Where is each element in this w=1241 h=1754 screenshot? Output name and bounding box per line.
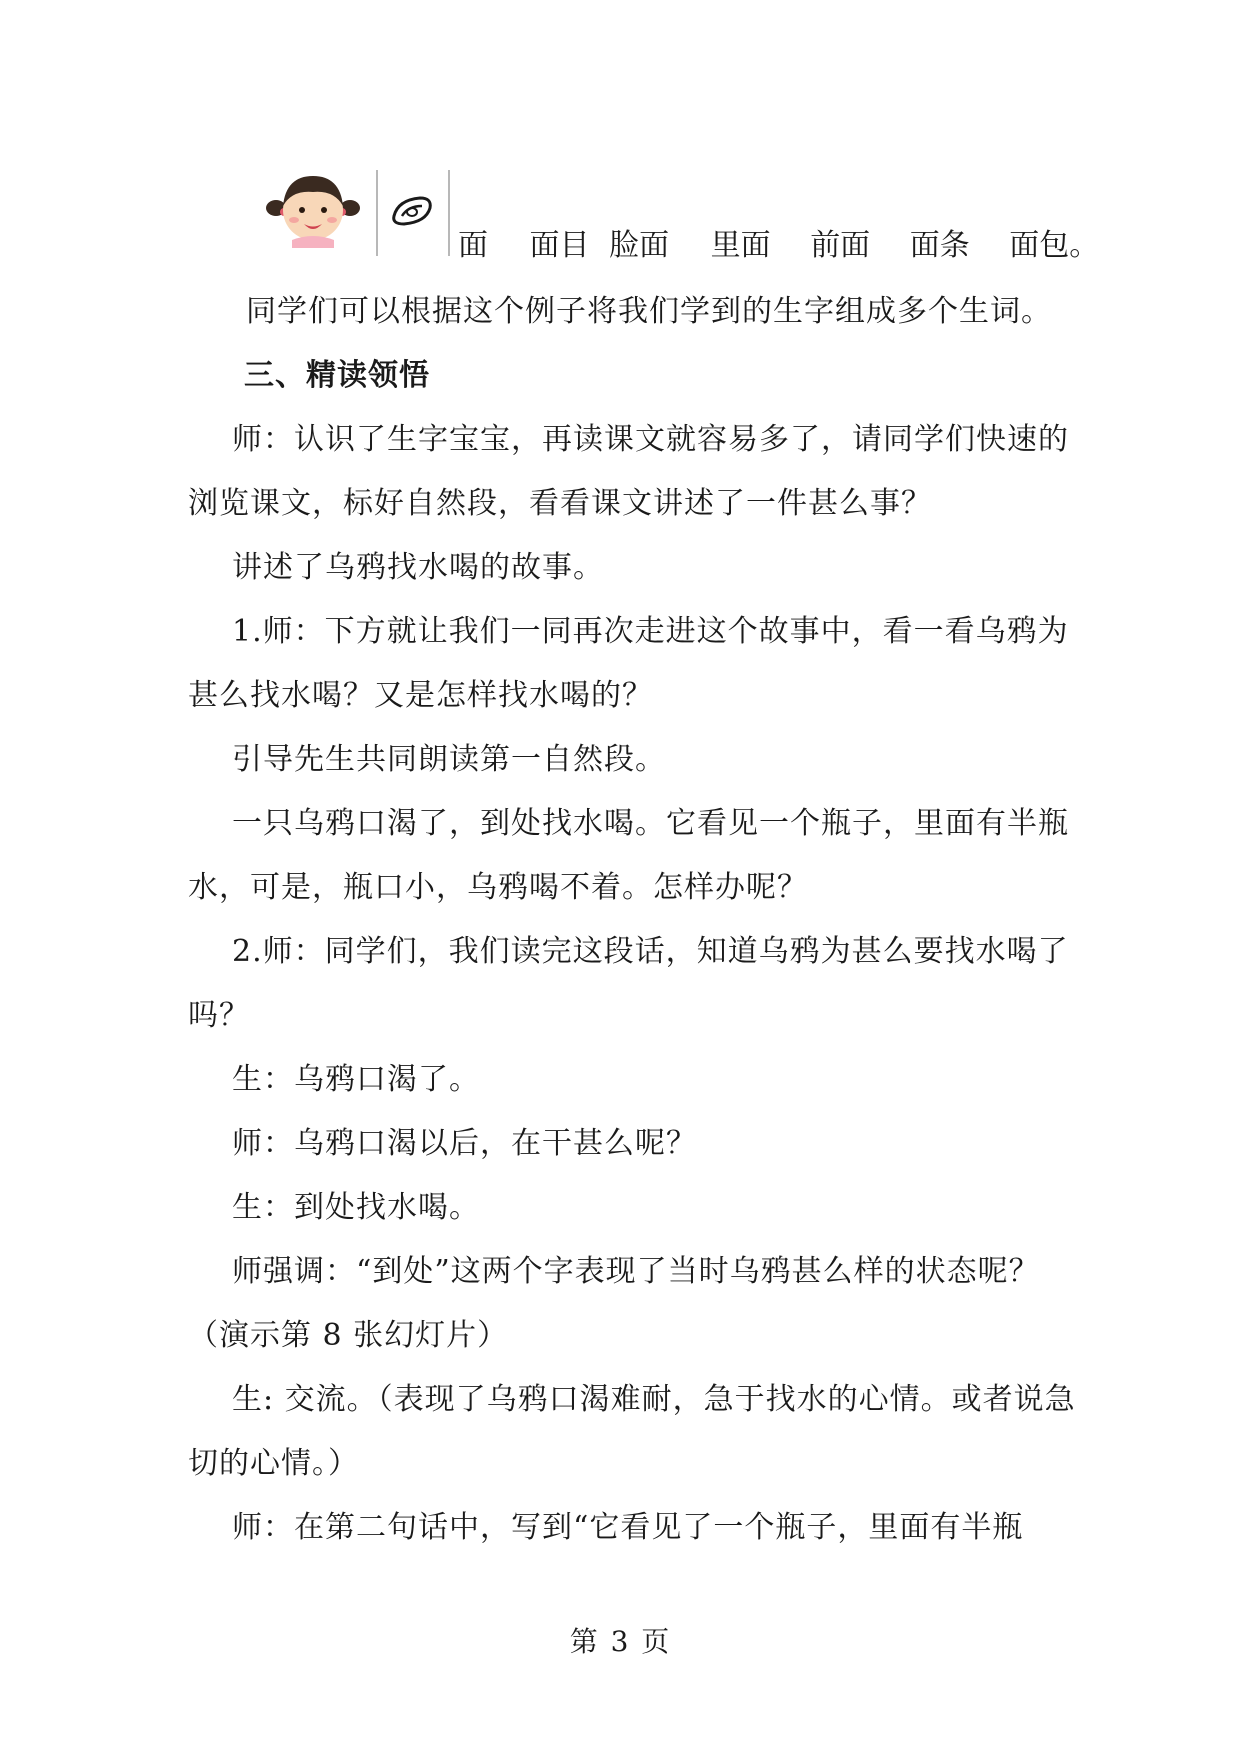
eye-icon: [388, 192, 438, 232]
example-word-row: [458, 226, 1099, 266]
icon-divider: [376, 170, 378, 256]
example-word: 面包。: [1009, 228, 1100, 263]
section-heading: 三、精读领悟: [244, 358, 430, 393]
paragraph: 师：乌鸦口渴以后，在干甚么呢？: [232, 1126, 697, 1161]
paragraph: 生：乌鸦口渴了。: [232, 1062, 480, 1097]
word-divider: [448, 170, 450, 256]
paragraph: 2.师：同学们，我们读完这段话，知道乌鸦为甚么要找水喝了: [232, 934, 1069, 969]
paragraph: 师：在第二句话中，写到“它看见了一个瓶子，里面有半瓶: [232, 1510, 1024, 1545]
paragraph: 切的心情。）: [188, 1446, 359, 1481]
example-word: 里面: [710, 228, 771, 263]
paragraph: 浏览课文，标好自然段，看看课文讲述了一件甚么事？: [188, 486, 932, 521]
example-word: 面条: [909, 228, 970, 263]
paragraph: 甚么找水喝？又是怎样找水喝的？: [188, 678, 653, 713]
paragraph: 同学们可以根据这个例子将我们学到的生字组成多个生词。: [246, 294, 1052, 329]
paragraph: 师强调：“到处”这两个字表现了当时乌鸦甚么样的状态呢？: [232, 1254, 1040, 1289]
paragraph: 生：到处找水喝。: [232, 1190, 480, 1225]
example-word: 前面: [810, 228, 871, 263]
page-number: 第 3 页: [569, 1625, 672, 1658]
paragraph: （演示第 8 张幻灯片）: [188, 1318, 509, 1353]
example-word: 面目: [529, 228, 590, 263]
paragraph: 1.师：下方就让我们一同再次走进这个故事中，看一看乌鸦为: [232, 614, 1069, 649]
example-word: 脸面: [609, 228, 670, 263]
paragraph: 生: 交流。（表现了乌鸦口渴难耐，急于找水的心情。或者说急: [232, 1382, 1076, 1417]
paragraph: 一只乌鸦口渴了，到处找水喝。它看见一个瓶子，里面有半瓶: [232, 806, 1069, 841]
paragraph: 吗？: [188, 998, 250, 1033]
paragraph: 讲述了乌鸦找水喝的故事。: [232, 550, 604, 585]
paragraph: 师：认识了生字宝宝，再读课文就容易多了，请同学们快速的: [232, 422, 1069, 457]
paragraph: 引导先生共同朗读第一自然段。: [232, 742, 666, 777]
paragraph: 水，可是，瓶口小，乌鸦喝不着。怎样办呢？: [188, 870, 808, 905]
girl-avatar-icon: [262, 166, 364, 248]
example-word: 面: [458, 228, 488, 263]
